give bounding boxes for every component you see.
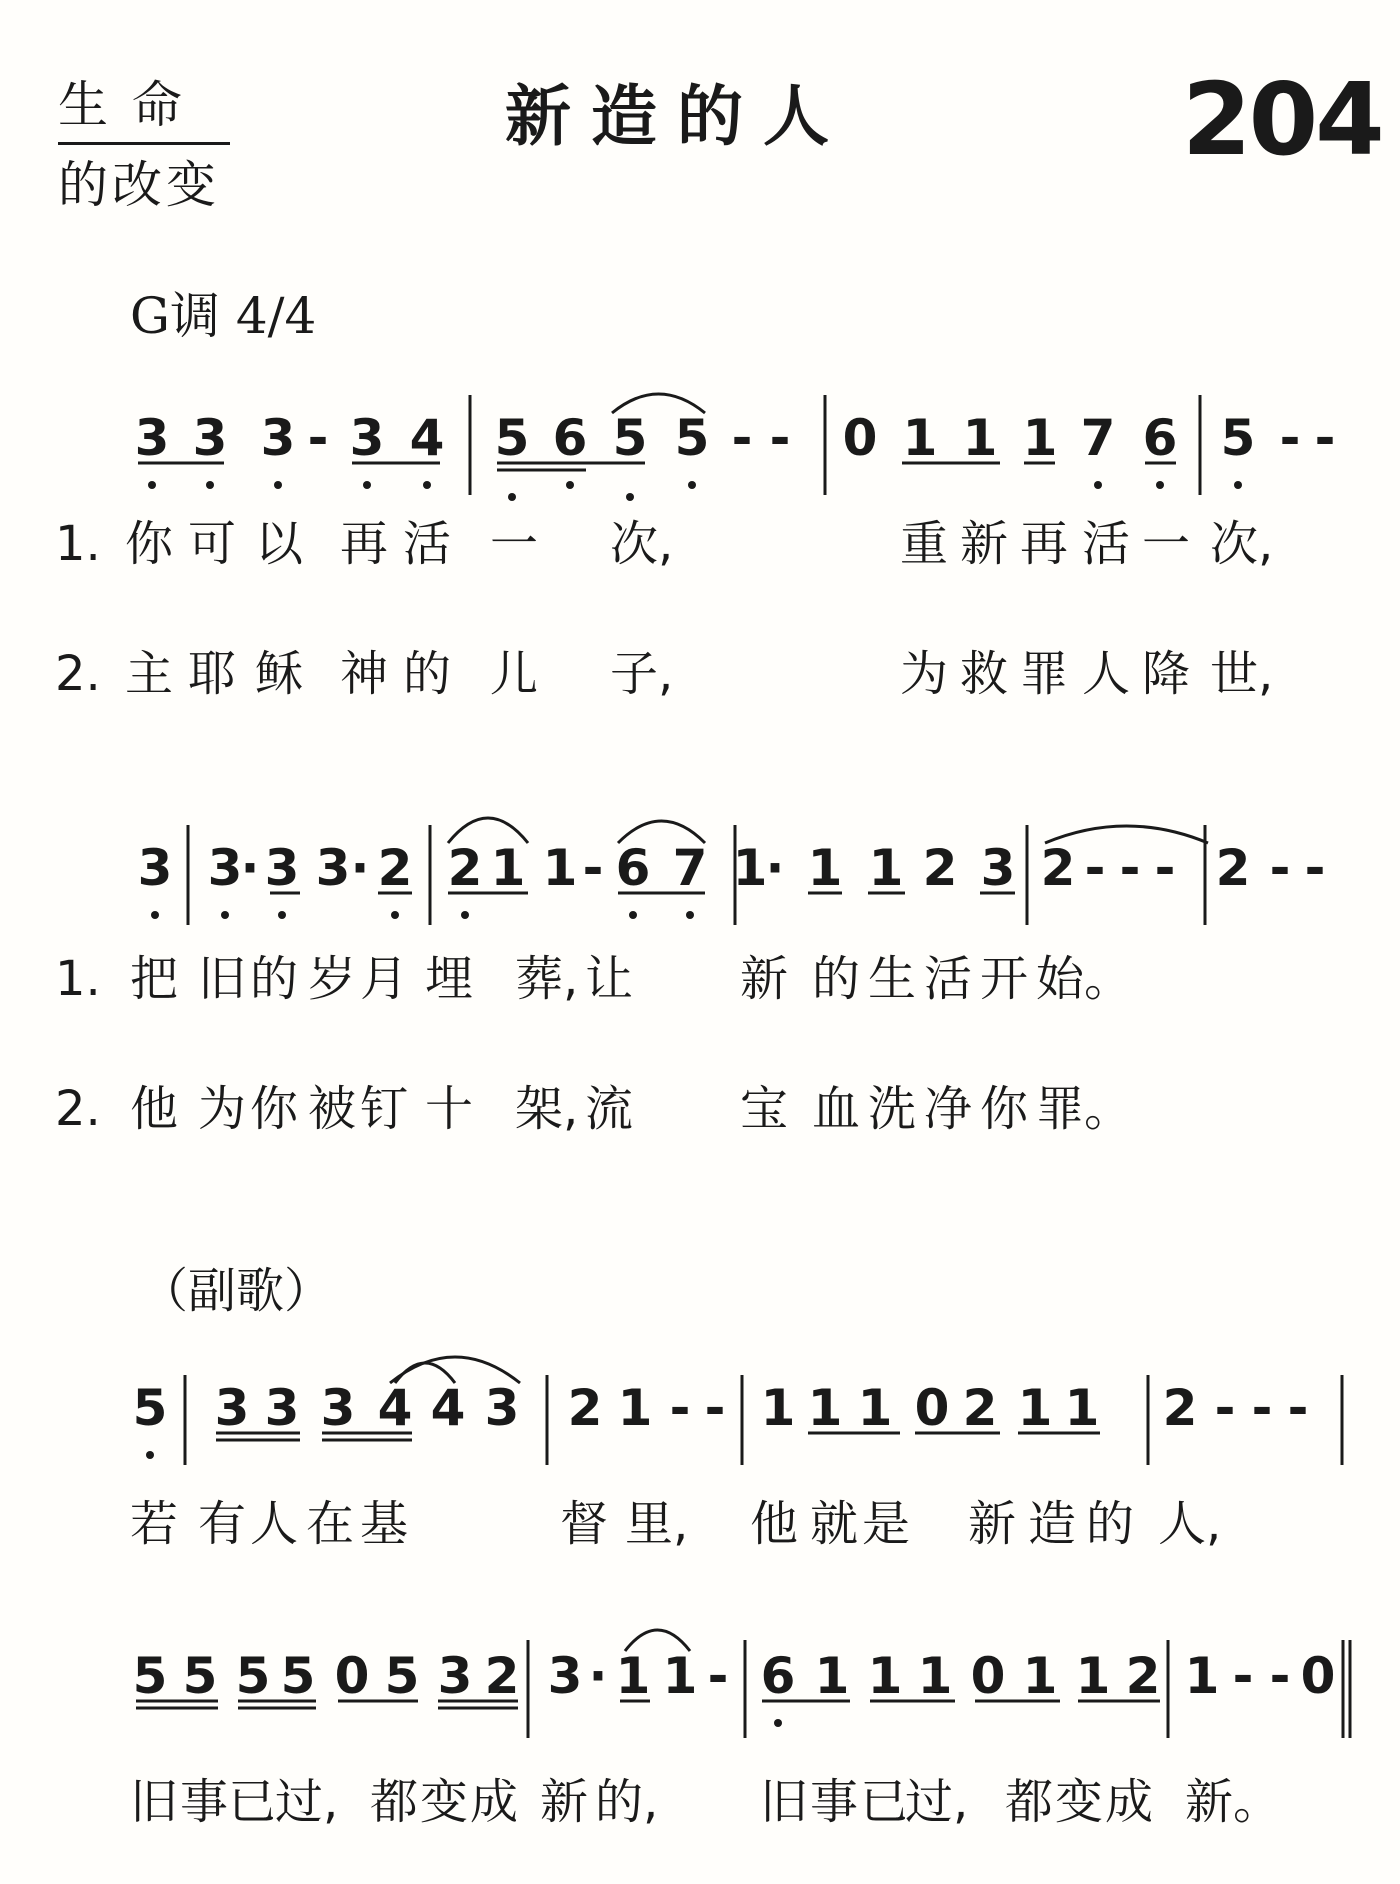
sustain-dash: - bbox=[769, 409, 791, 467]
lyric-syllable: 新 bbox=[968, 1496, 1017, 1552]
lyric-syllable: 成 bbox=[1105, 1774, 1154, 1830]
sustain-dash: - bbox=[1279, 409, 1301, 467]
sustain-dash: - bbox=[1314, 409, 1336, 467]
note: 1 bbox=[867, 1647, 903, 1705]
octave-dot bbox=[566, 481, 574, 489]
lyric-syllable: 旧 bbox=[760, 1774, 809, 1830]
lyric-syllable: 次, bbox=[610, 516, 674, 572]
lyric-syllable: 督 bbox=[560, 1496, 609, 1552]
lyric-syllable: 流 bbox=[585, 1081, 634, 1137]
lyric-syllable: 以 bbox=[255, 516, 304, 572]
lyric-syllable: 神 bbox=[340, 646, 389, 702]
note: 5 bbox=[182, 1647, 218, 1705]
note: 1 bbox=[814, 1647, 850, 1705]
note: 5 bbox=[384, 1647, 420, 1705]
lyric-syllable: 他 bbox=[750, 1496, 799, 1552]
octave-dot bbox=[686, 911, 694, 919]
key-time-signature: G调 4/4 bbox=[130, 287, 317, 345]
lyric-syllable: 宝 bbox=[740, 1081, 789, 1137]
note: 1 bbox=[868, 839, 904, 897]
note: 3 bbox=[547, 1647, 583, 1705]
lyric-syllable: 的 bbox=[1086, 1496, 1135, 1552]
lyric-syllable: 为 bbox=[198, 1081, 247, 1137]
note: 5 bbox=[132, 1379, 168, 1437]
note: 3 bbox=[207, 839, 243, 897]
note: 1 bbox=[615, 1647, 651, 1705]
lyric-syllable: 降 bbox=[1142, 646, 1191, 702]
note: 4 bbox=[409, 409, 445, 467]
note: 1 bbox=[490, 839, 526, 897]
octave-dot bbox=[688, 481, 696, 489]
category-top: 生 命 bbox=[58, 76, 186, 134]
lyric-syllable: 人 bbox=[250, 1496, 299, 1552]
lyric-syllable: 你 bbox=[980, 1081, 1029, 1137]
note: 1 bbox=[917, 1647, 953, 1705]
lyric-syllable: 活 bbox=[924, 951, 973, 1007]
sustain-dash: - bbox=[1084, 839, 1106, 897]
sustain-dash: - bbox=[1119, 839, 1141, 897]
octave-dot bbox=[774, 1719, 782, 1727]
note: 5 bbox=[494, 409, 530, 467]
octave-dot bbox=[278, 911, 286, 919]
lyric-syllable: 你 bbox=[250, 1081, 299, 1137]
lyric-syllable: 埋 bbox=[425, 951, 474, 1007]
octave-dot bbox=[274, 481, 282, 489]
note: 2 bbox=[377, 839, 413, 897]
octave-dot bbox=[363, 481, 371, 489]
lyric-syllable: 活 bbox=[403, 516, 452, 572]
note: 1 bbox=[732, 839, 768, 897]
lyric-syllable: 1. bbox=[55, 951, 101, 1007]
lyric-syllable: 事 bbox=[810, 1774, 859, 1830]
lyric-syllable: 次, bbox=[1210, 516, 1274, 572]
sustain-dash: - bbox=[731, 409, 753, 467]
note: 7 bbox=[1080, 409, 1116, 467]
octave-dot bbox=[626, 493, 634, 501]
lyric-syllable: 一 bbox=[1142, 516, 1191, 572]
note: 1 bbox=[617, 1379, 653, 1437]
octave-dot bbox=[1234, 481, 1242, 489]
lyric-syllable: 把 bbox=[130, 951, 179, 1007]
lyric-syllable: 就 bbox=[810, 1496, 859, 1552]
note: 2 bbox=[484, 1647, 520, 1705]
lyric-syllable: 过, bbox=[905, 1774, 969, 1830]
lyric-syllable: 一 bbox=[490, 516, 539, 572]
lyric-syllable: 生 bbox=[868, 951, 917, 1007]
lyric-syllable: 耶 bbox=[188, 646, 237, 702]
sustain-dash: - bbox=[1214, 1379, 1236, 1437]
note: 0 bbox=[1300, 1647, 1336, 1705]
note: 6 bbox=[552, 409, 588, 467]
note: 0 bbox=[334, 1647, 370, 1705]
lyric-syllable: 为 bbox=[900, 646, 949, 702]
lyric-syllable: 造 bbox=[1028, 1496, 1077, 1552]
sustain-dash: - bbox=[669, 1379, 691, 1437]
note: 3 bbox=[214, 1379, 250, 1437]
note: 7 bbox=[672, 839, 708, 897]
note: 1 bbox=[1064, 1379, 1100, 1437]
lyric-syllable: 钉 bbox=[360, 1081, 409, 1137]
lyric-syllable: 是 bbox=[862, 1496, 911, 1552]
sustain-dash: - bbox=[307, 409, 329, 467]
lyric-syllable: 主 bbox=[125, 646, 174, 702]
note: 1 bbox=[542, 839, 578, 897]
lyric-syllable: 开 bbox=[980, 951, 1029, 1007]
lyric-syllable: 你 bbox=[125, 516, 174, 572]
lyric-syllable: 洗 bbox=[868, 1081, 917, 1137]
octave-dot bbox=[508, 493, 516, 501]
note: 2 bbox=[1125, 1647, 1161, 1705]
lyric-syllable: 儿 bbox=[490, 646, 539, 702]
lyric-syllable: 旧 bbox=[130, 1774, 179, 1830]
lyric-syllable: 岁 bbox=[308, 951, 357, 1007]
lyric-syllable: 净 bbox=[924, 1081, 973, 1137]
sustain-dash: - bbox=[704, 1379, 726, 1437]
lyric-syllable: 的, bbox=[595, 1774, 659, 1830]
note: 1 bbox=[902, 409, 938, 467]
lyric-syllable: 已 bbox=[860, 1774, 909, 1830]
note: 5 bbox=[235, 1647, 271, 1705]
lyric-syllable: 新。 bbox=[1185, 1774, 1282, 1830]
note: 2 bbox=[1040, 839, 1076, 897]
note: 5 bbox=[674, 409, 710, 467]
sustain-dash: - bbox=[1269, 1647, 1291, 1705]
lyric-syllable: 的 bbox=[403, 646, 452, 702]
sustain-dash: - bbox=[1232, 1647, 1254, 1705]
octave-dot bbox=[206, 481, 214, 489]
note: 3 bbox=[484, 1379, 520, 1437]
lyric-syllable: 子, bbox=[610, 646, 674, 702]
note: 1 bbox=[807, 839, 843, 897]
note: 1 bbox=[1022, 1647, 1058, 1705]
octave-dot bbox=[423, 481, 431, 489]
sustain-dash: - bbox=[1287, 1379, 1309, 1437]
note: 0 bbox=[914, 1379, 950, 1437]
lyric-syllable: 新 bbox=[960, 516, 1009, 572]
note: 6 bbox=[1142, 409, 1178, 467]
lyric-syllable: 新 bbox=[740, 951, 789, 1007]
lyric-syllable: 血 bbox=[812, 1081, 861, 1137]
octave-dot bbox=[221, 911, 229, 919]
lyric-syllable: 罪。 bbox=[1036, 1081, 1133, 1137]
lyric-syllable: 他 bbox=[130, 1081, 179, 1137]
note: 2 bbox=[567, 1379, 603, 1437]
lyric-syllable: 变 bbox=[420, 1774, 469, 1830]
hymn-number: 204 bbox=[1182, 61, 1382, 178]
note: 1 bbox=[857, 1379, 893, 1437]
lyric-syllable: 重 bbox=[900, 516, 949, 572]
note: 5 bbox=[280, 1647, 316, 1705]
lyric-syllable: 2. bbox=[55, 646, 101, 702]
note: 2 bbox=[922, 839, 958, 897]
lyric-syllable: 十 bbox=[425, 1081, 474, 1137]
lyric-syllable: 都 bbox=[370, 1774, 419, 1830]
sustain-dash: - bbox=[582, 839, 604, 897]
note: 3 bbox=[192, 409, 228, 467]
lyric-syllable: 在 bbox=[306, 1496, 355, 1552]
note: 3 bbox=[134, 409, 170, 467]
octave-dot bbox=[391, 911, 399, 919]
lyric-syllable: 里, bbox=[625, 1496, 689, 1552]
note: 0 bbox=[970, 1647, 1006, 1705]
lyric-syllable: 过, bbox=[275, 1774, 339, 1830]
lyric-syllable: 可 bbox=[188, 516, 237, 572]
note: 3 bbox=[980, 839, 1016, 897]
note: 2 bbox=[1215, 839, 1251, 897]
sustain-dash: - bbox=[707, 1647, 729, 1705]
lyric-syllable: 再 bbox=[1020, 516, 1069, 572]
lyric-syllable: 葬, bbox=[515, 951, 579, 1007]
lyric-syllable: 的 bbox=[250, 951, 299, 1007]
refrain-label: （副歌） bbox=[140, 1263, 333, 1319]
lyric-syllable: 月 bbox=[360, 951, 409, 1007]
lyric-syllable: 人 bbox=[1082, 646, 1131, 702]
octave-dot bbox=[146, 1451, 154, 1459]
augmentation-dot: · bbox=[765, 839, 785, 897]
note: 3 bbox=[315, 839, 351, 897]
lyric-syllable: 再 bbox=[340, 516, 389, 572]
sustain-dash: - bbox=[1154, 839, 1176, 897]
note: 6 bbox=[615, 839, 651, 897]
lyric-syllable: 2. bbox=[55, 1081, 101, 1137]
lyric-syllable: 变 bbox=[1055, 1774, 1104, 1830]
lyric-syllable: 架, bbox=[515, 1081, 579, 1137]
lyric-syllable: 世, bbox=[1210, 646, 1274, 702]
note: 1 bbox=[1022, 409, 1058, 467]
lyric-syllable: 旧 bbox=[198, 951, 247, 1007]
lyric-syllable: 成 bbox=[470, 1774, 519, 1830]
octave-dot bbox=[1156, 481, 1164, 489]
note: 5 bbox=[1220, 409, 1256, 467]
octave-dot bbox=[148, 481, 156, 489]
sustain-dash: - bbox=[1269, 839, 1291, 897]
hymn-title: 新造的人 bbox=[505, 78, 849, 155]
note: 3 bbox=[137, 839, 173, 897]
lyric-syllable: 已 bbox=[228, 1774, 277, 1830]
note: 4 bbox=[377, 1379, 413, 1437]
note: 2 bbox=[1162, 1379, 1198, 1437]
note: 4 bbox=[430, 1379, 466, 1437]
augmentation-dot: · bbox=[588, 1647, 608, 1705]
lyric-syllable: 让 bbox=[585, 951, 634, 1007]
note: 3 bbox=[320, 1379, 356, 1437]
octave-dot bbox=[629, 911, 637, 919]
note: 6 bbox=[760, 1647, 796, 1705]
lyric-syllable: 稣 bbox=[255, 646, 304, 702]
note: 3 bbox=[264, 1379, 300, 1437]
note: 1 bbox=[1075, 1647, 1111, 1705]
lyric-syllable: 的 bbox=[812, 951, 861, 1007]
note: 3 bbox=[349, 409, 385, 467]
note: 2 bbox=[962, 1379, 998, 1437]
note: 1 bbox=[962, 409, 998, 467]
note: 1 bbox=[807, 1379, 843, 1437]
category-bottom: 的改变 bbox=[58, 156, 220, 214]
lyric-syllable: 有 bbox=[198, 1496, 247, 1552]
lyric-syllable: 罪 bbox=[1020, 646, 1069, 702]
octave-dot bbox=[151, 911, 159, 919]
note: 5 bbox=[612, 409, 648, 467]
lyric-syllable: 若 bbox=[130, 1496, 179, 1552]
lyric-syllable: 事 bbox=[180, 1774, 229, 1830]
lyric-syllable: 救 bbox=[960, 646, 1009, 702]
note: 2 bbox=[447, 839, 483, 897]
note: 3 bbox=[437, 1647, 473, 1705]
lyric-syllable: 始。 bbox=[1036, 951, 1133, 1007]
augmentation-dot: · bbox=[350, 839, 370, 897]
note: 0 bbox=[842, 409, 878, 467]
lyric-syllable: 都 bbox=[1005, 1774, 1054, 1830]
octave-dot bbox=[461, 911, 469, 919]
lyric-syllable: 新 bbox=[540, 1774, 589, 1830]
lyric-syllable: 1. bbox=[55, 516, 101, 572]
lyric-syllable: 基 bbox=[360, 1496, 409, 1552]
note: 1 bbox=[760, 1379, 796, 1437]
note: 3 bbox=[260, 409, 296, 467]
augmentation-dot: · bbox=[240, 839, 260, 897]
note: 1 bbox=[662, 1647, 698, 1705]
octave-dot bbox=[1094, 481, 1102, 489]
note: 1 bbox=[1184, 1647, 1220, 1705]
lyric-syllable: 活 bbox=[1082, 516, 1131, 572]
lyric-syllable: 人, bbox=[1158, 1496, 1222, 1552]
lyric-syllable: 被 bbox=[308, 1081, 357, 1137]
note: 1 bbox=[1017, 1379, 1053, 1437]
sustain-dash: - bbox=[1251, 1379, 1273, 1437]
note: 3 bbox=[264, 839, 300, 897]
note: 5 bbox=[132, 1647, 168, 1705]
sustain-dash: - bbox=[1304, 839, 1326, 897]
